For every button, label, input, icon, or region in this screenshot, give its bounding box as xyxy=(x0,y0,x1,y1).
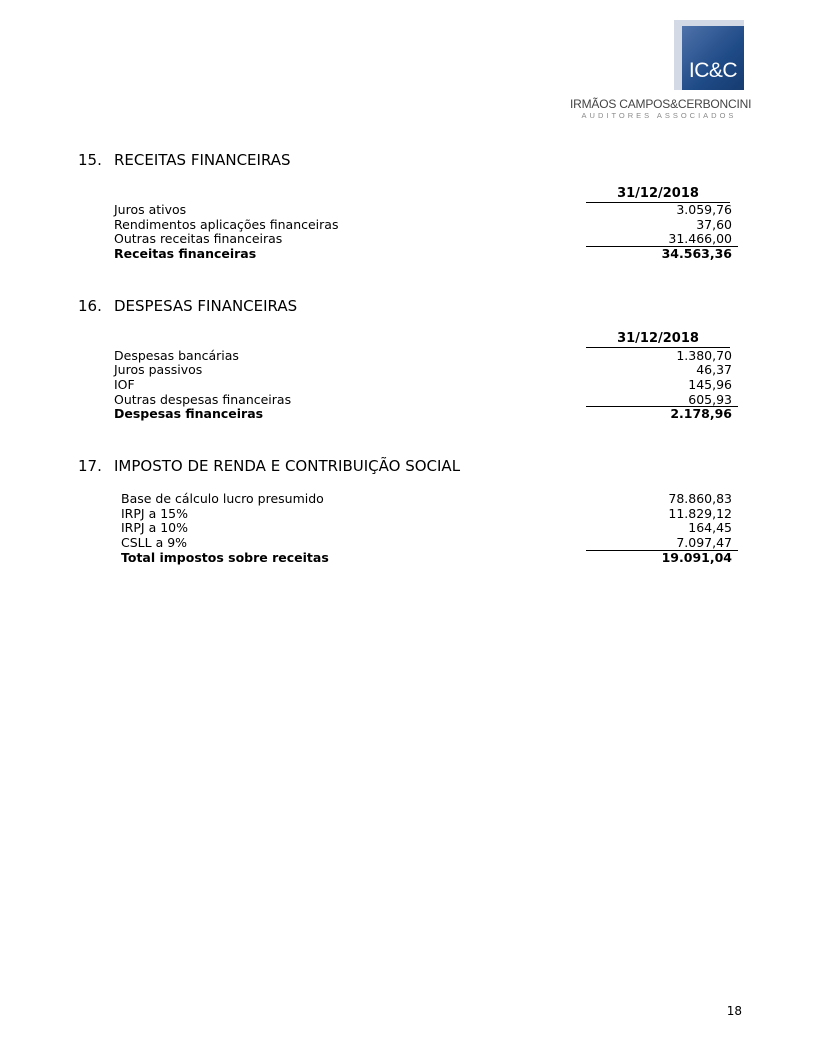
table-row xyxy=(121,520,738,535)
column-header-date: 31/12/2018 xyxy=(586,186,730,203)
row-label: Despesas bancárias xyxy=(114,348,239,363)
table-row xyxy=(114,202,738,217)
row-value: 11.829,12 xyxy=(668,506,732,521)
total-label: Despesas financeiras xyxy=(114,406,264,421)
column-header-date: 31/12/2018 xyxy=(586,331,730,348)
row-value: 145,96 xyxy=(688,377,732,392)
table-row xyxy=(121,491,738,506)
section-title: DESPESAS FINANCEIRAS xyxy=(114,297,298,315)
row-label: CSLL a 9% xyxy=(121,535,188,550)
row-value: 46,37 xyxy=(696,362,732,377)
total-value: 19.091,04 xyxy=(661,550,732,565)
logo-monogram: IC&C xyxy=(688,59,738,82)
row-label: Outras receitas financeiras xyxy=(114,231,283,246)
section-17-heading xyxy=(78,457,460,475)
section-title: RECEITAS FINANCEIRAS xyxy=(114,151,291,169)
row-label: IRPJ a 15% xyxy=(121,506,188,521)
total-label: Total impostos sobre receitas xyxy=(121,550,329,565)
table-row xyxy=(114,362,738,377)
row-value: 31.466,00 xyxy=(668,231,732,246)
total-value: 2.178,96 xyxy=(670,406,732,421)
section-16-heading xyxy=(78,297,297,315)
firm-name: IRMÃOS CAMPOS&CERBONCINI xyxy=(570,97,752,111)
row-label: Base de cálculo lucro presumido xyxy=(121,491,324,506)
firm-tagline: AUDITORES ASSOCIADOS xyxy=(581,111,737,120)
row-value: 164,45 xyxy=(688,520,732,535)
row-label: Rendimentos aplicações financeiras xyxy=(114,217,339,232)
section-15-heading xyxy=(78,151,291,169)
table-row xyxy=(114,348,738,363)
row-value: 605,93 xyxy=(688,392,732,407)
table-row xyxy=(121,506,738,521)
table-row xyxy=(114,217,738,232)
section-number: 15. xyxy=(78,151,102,169)
row-value: 7.097,47 xyxy=(676,535,732,550)
company-logo xyxy=(566,20,752,120)
section-number: 17. xyxy=(78,457,102,475)
total-row xyxy=(114,406,738,421)
table-row xyxy=(114,392,738,407)
table-row xyxy=(114,377,738,392)
table-row xyxy=(114,231,738,246)
row-label: Outras despesas financeiras xyxy=(114,392,292,407)
row-label: IOF xyxy=(114,377,135,392)
section-number: 16. xyxy=(78,297,102,315)
page-number: 18 xyxy=(726,1004,742,1018)
row-value: 78.860,83 xyxy=(668,491,732,506)
row-value: 1.380,70 xyxy=(676,348,732,363)
total-row xyxy=(121,550,738,565)
row-label: Juros passivos xyxy=(114,362,203,377)
total-value: 34.563,36 xyxy=(661,246,732,261)
row-value: 37,60 xyxy=(696,217,732,232)
total-label: Receitas financeiras xyxy=(114,246,257,261)
row-value: 3.059,76 xyxy=(676,202,732,217)
table-row xyxy=(121,535,738,550)
row-label: IRPJ a 10% xyxy=(121,520,188,535)
row-label: Juros ativos xyxy=(114,202,187,217)
total-row xyxy=(114,246,738,261)
section-title: IMPOSTO DE RENDA E CONTRIBUIÇÃO SOCIAL xyxy=(114,457,461,475)
